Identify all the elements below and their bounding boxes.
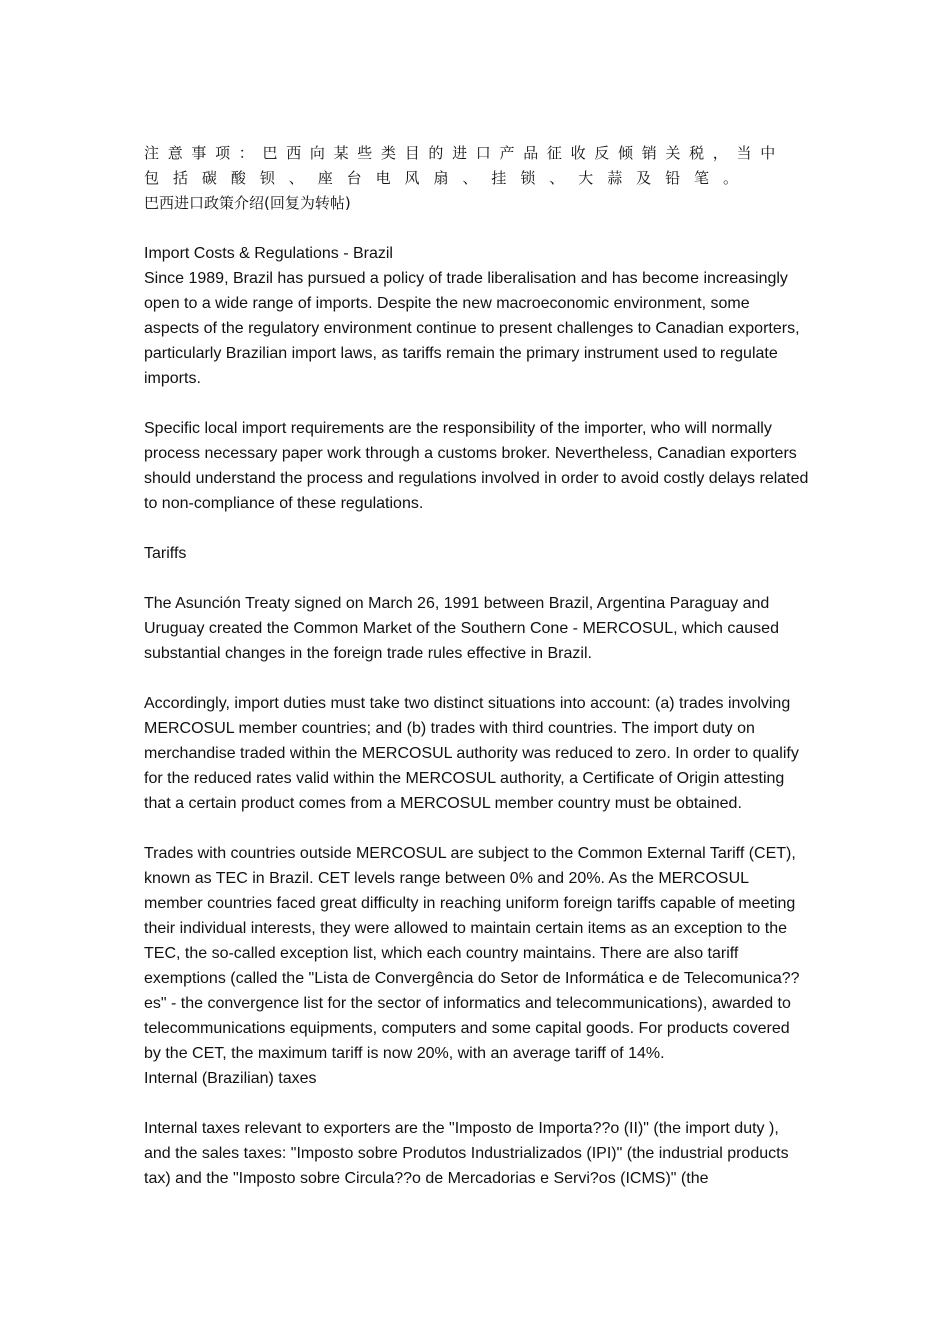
paragraph-5: Trades with countries outside MERCOSUL are subject to the Common External Tariff (CET), known as TEC in Brazil. CET levels range between 0% and 20%. As the MERCOSUL member countries faced great difficulty in reaching uniform foreign tariffs capable of meeting their individual interests, they were allowed to maintain certain items as an exception to the TEC, the so-called exception list, which each country maintains. There are also tariff exemptions (called the "Lista de Convergência do Setor de Informática e de Telecomunica??es" - the convergence list for the sector of informatics and telecommunications), awarded to telecommunications equipments, computers and some capital goods. For products covered by the CET, the maximum tariff is now 20%, with an average tariff of 14%.	[144, 845, 800, 1062]
paragraph-1: Since 1989, Brazil has pursued a policy of trade liberalisation and has become increasingly open to a wide range of imports. Despite the new macroeconomic environment, some aspects of the regulatory environment continue to present challenges to Canadian exporters, particularly Brazilian import laws, as tariffs remain the primary instrument used to regulate imports.	[144, 270, 800, 387]
paragraph-6: Internal taxes relevant to exporters are the "Imposto de Importa??o (II)" (the import duty ), and the sales taxes: "Imposto sobre Produtos Industrializados (IPI)" (the industrial products tax) and the "Imposto sobre Circula??o de Mercadorias e Servi?os (ICMS)" (the	[144, 1120, 789, 1187]
notice-line-2: 包括碳酸钡、座台电风扇、挂锁、大蒜及铅笔。	[144, 169, 752, 187]
document-title: Import Costs & Regulations - Brazil	[144, 245, 393, 262]
intro-title-cn: 巴西进口政策介绍(回复为转帖)	[144, 194, 351, 212]
document-page	[144, 141, 809, 1191]
heading-tariffs: Tariffs	[144, 545, 187, 562]
notice-line-1: 注意事项：巴西向某些类目的进口产品征收反倾销关税，当中	[144, 144, 784, 162]
paragraph-2: Specific local import requirements are the responsibility of the importer, who will normally process necessary paper work through a customs broker. Nevertheless, Canadian exporters should understand the process and regulations involved in order to avoid costly delays related to non-compliance of these regulations.	[144, 420, 809, 512]
heading-internal-taxes: Internal (Brazilian) taxes	[144, 1070, 317, 1087]
paragraph-3: The Asunción Treaty signed on March 26, 1991 between Brazil, Argentina Paraguay and Uruguay created the Common Market of the Southern Cone - MERCOSUL, which caused substantial changes in the foreign trade rules effective in Brazil.	[144, 595, 779, 662]
paragraph-4: Accordingly, import duties must take two distinct situations into account: (a) trades involving MERCOSUL member countries; and (b) trades with third countries. The import duty on merchandise traded within the MERCOSUL authority was reduced to zero. In order to qualify for the reduced rates valid within the MERCOSUL authority, a Certificate of Origin attesting that a certain product comes from a MERCOSUL member country must be obtained.	[144, 695, 799, 812]
